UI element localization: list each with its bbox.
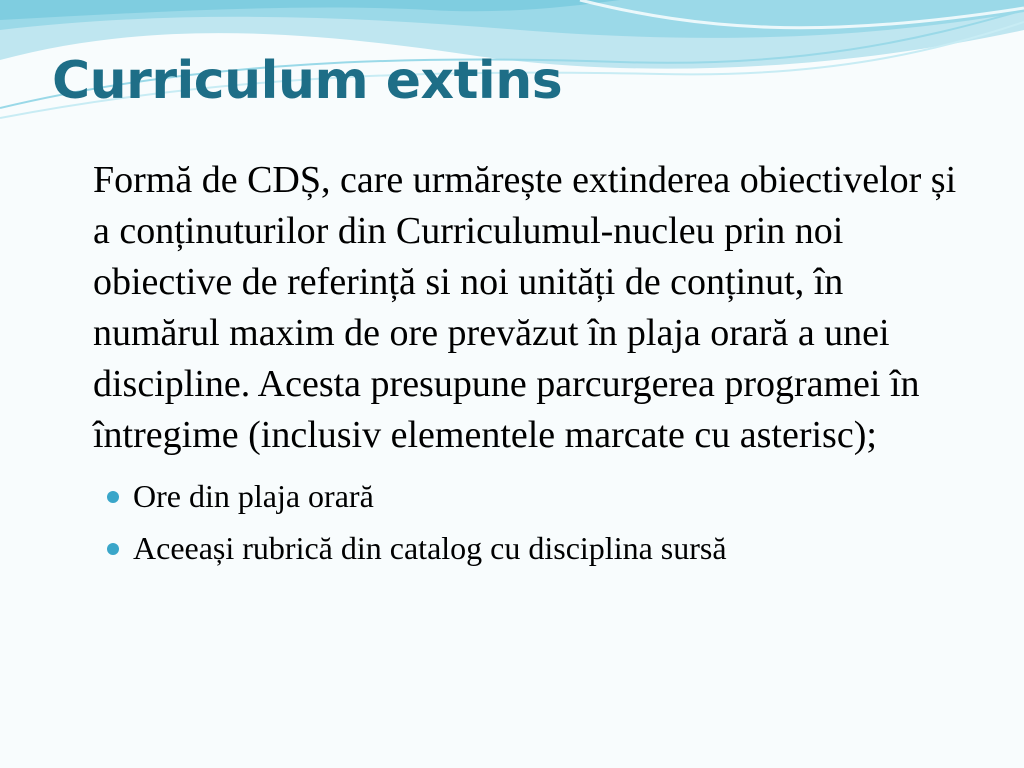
bullet-text: Aceeași rubrică din catalog cu disciplina sursă — [133, 530, 727, 566]
bullet-dot-icon — [107, 491, 119, 503]
bullet-text: Ore din plaja orară — [133, 478, 374, 514]
list-item — [93, 475, 973, 517]
bullet-dot-icon — [107, 543, 119, 555]
slide-body — [93, 155, 973, 579]
list-item — [93, 527, 973, 569]
slide-title: Curriculum extins — [52, 51, 563, 111]
bullet-list — [93, 475, 973, 569]
definition-paragraph: Formă de CDȘ, care urmărește extinderea obiectivelor și a conținuturilor din Curriculumul-nucleu prin noi obiective de referință si noi unități de conținut, în numărul maxim de ore prevăzut în plaja orară a unei discipline. Acesta presupune parcurgerea programei în întregime (inclusiv elementele marcate cu asterisc); — [93, 159, 957, 456]
